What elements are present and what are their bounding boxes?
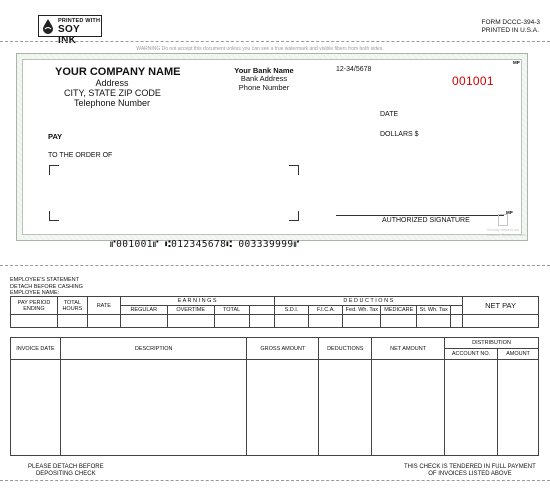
- sdi-cell: [274, 315, 309, 328]
- printed-in: PRINTED IN U.S.A.: [481, 27, 539, 34]
- pay-label: PAY: [48, 132, 63, 141]
- signature-line: [336, 215, 504, 216]
- perforation-top: [0, 41, 550, 42]
- mp-mark-signature: MP: [506, 210, 513, 215]
- order-label: TO THE ORDER OF: [48, 152, 113, 159]
- gross-amount-header: GROSS AMOUNT: [247, 338, 319, 360]
- account-no-header: ACCOUNT NO.: [445, 349, 498, 360]
- state-tax-cell: [417, 315, 451, 328]
- bank-address-line: Phone Number: [238, 83, 290, 92]
- invoice-table: [10, 337, 539, 456]
- perforation-middle: [0, 265, 550, 266]
- description-cell: [60, 360, 247, 456]
- company-name: YOUR COMPANY NAME: [55, 66, 181, 78]
- footer-right-line: OF INVOICES LISTED ABOVE: [428, 471, 512, 477]
- fica-cell: [309, 315, 343, 328]
- date-label: DATE: [380, 111, 399, 118]
- detach-note: DETACH BEFORE CASHING: [10, 283, 83, 290]
- check-number: 001001: [452, 74, 494, 88]
- state-tax-header: St. Wh. Tax: [417, 306, 451, 315]
- stub-header: [10, 277, 83, 297]
- deductions-group-header: D E D U C T I O N S: [274, 297, 463, 306]
- window-corner-bl: [49, 211, 59, 221]
- company-address-line: CITY, STATE ZIP CODE: [64, 88, 161, 98]
- blank-deductions-header: [451, 306, 463, 315]
- footer-right: [404, 464, 536, 478]
- net-pay-cell: [463, 315, 539, 328]
- footer-right-line: THIS CHECK IS TENDERED IN FULL PAYMENT: [404, 464, 536, 470]
- medicare-header: MEDICARE: [381, 306, 417, 315]
- regular-header: REGULAR: [120, 306, 167, 315]
- window-corner-br: [289, 211, 299, 221]
- fed-tax-cell: [343, 315, 381, 328]
- statement-title: EMPLOYEE'S STATEMENT: [10, 277, 79, 283]
- pay-period-cell: [11, 315, 58, 328]
- padlock-icon: [498, 214, 508, 226]
- rate-header: RATE: [87, 297, 120, 315]
- footer-left: [28, 464, 104, 478]
- soy-line1: PRINTED WITH: [58, 18, 101, 24]
- security-note: Security features are included. Details on back.: [487, 228, 527, 237]
- blank-earnings-header: [249, 306, 274, 315]
- fed-tax-header: Fed. Wh. Tax: [343, 306, 381, 315]
- form-info: [481, 19, 540, 35]
- description-header: DESCRIPTION: [60, 338, 247, 360]
- invoice-date-cell: [11, 360, 61, 456]
- invoice-date-header: INVOICE DATE: [11, 338, 61, 360]
- routing-fraction: 12-34/5678: [336, 66, 372, 73]
- form-number: FORM DCCC-394-3: [481, 19, 540, 26]
- mp-mark: MP: [513, 60, 520, 65]
- distribution-header: DISTRIBUTION: [445, 338, 539, 349]
- blank-deductions-cell: [451, 315, 463, 328]
- bank-address-line: Bank Address: [240, 74, 288, 83]
- deductions-cell: [319, 360, 372, 456]
- total-header: TOTAL: [214, 306, 249, 315]
- account-no-cell: [445, 360, 498, 456]
- warning-bar: WARNING Do not accept this document unless you can see a true watermark and visible fibers from both sides.: [136, 46, 384, 52]
- dollars-label: DOLLARS $: [380, 131, 419, 138]
- company-address-line: Address: [95, 78, 129, 88]
- soy-line2: SOY INK: [58, 24, 80, 46]
- earnings-table: [10, 296, 539, 328]
- total-cell: [214, 315, 249, 328]
- sdi-header: S.D.I.: [274, 306, 309, 315]
- pay-period-header: PAY PERIOD ENDING: [11, 297, 58, 315]
- net-amount-cell: [372, 360, 445, 456]
- footer-left-line: PLEASE DETACH BEFORE: [28, 464, 104, 470]
- gross-amount-cell: [247, 360, 319, 456]
- overtime-header: OVERTIME: [167, 306, 214, 315]
- regular-cell: [120, 315, 167, 328]
- amount-cell: [497, 360, 538, 456]
- overtime-cell: [167, 315, 214, 328]
- soy-ink-logo: [38, 15, 102, 46]
- micr-line: ⑈001001⑈ ⑆012345678⑆ 003339999⑈: [110, 239, 300, 250]
- amount-header: AMOUNT: [497, 349, 538, 360]
- earnings-header: E A R N I N G S: [120, 297, 274, 306]
- medicare-cell: [381, 315, 417, 328]
- total-hours-cell: [57, 315, 87, 328]
- window-corner-tl: [49, 165, 59, 175]
- employee-name-label: EMPLOYEE NAME:: [10, 290, 60, 296]
- blank-earnings-cell: [249, 315, 274, 328]
- perforation-bottom: [0, 480, 550, 481]
- fica-header: F.I.C.A.: [309, 306, 343, 315]
- bank-name: Your Bank Name: [234, 66, 294, 75]
- soy-drop-icon: [42, 19, 54, 34]
- company-address-line: Telephone Number: [73, 98, 151, 108]
- total-hours-header: TOTAL HOURS: [57, 297, 87, 315]
- footer-left-line: DEPOSITING CHECK: [35, 471, 96, 477]
- net-pay-header: NET PAY: [463, 297, 539, 315]
- signature-label: AUTHORIZED SIGNATURE: [382, 217, 470, 224]
- deductions-header: DEDUCTIONS: [319, 338, 372, 360]
- window-corner-tr: [289, 165, 299, 175]
- net-amount-header: NET AMOUNT: [372, 338, 445, 360]
- rate-cell: [87, 315, 120, 328]
